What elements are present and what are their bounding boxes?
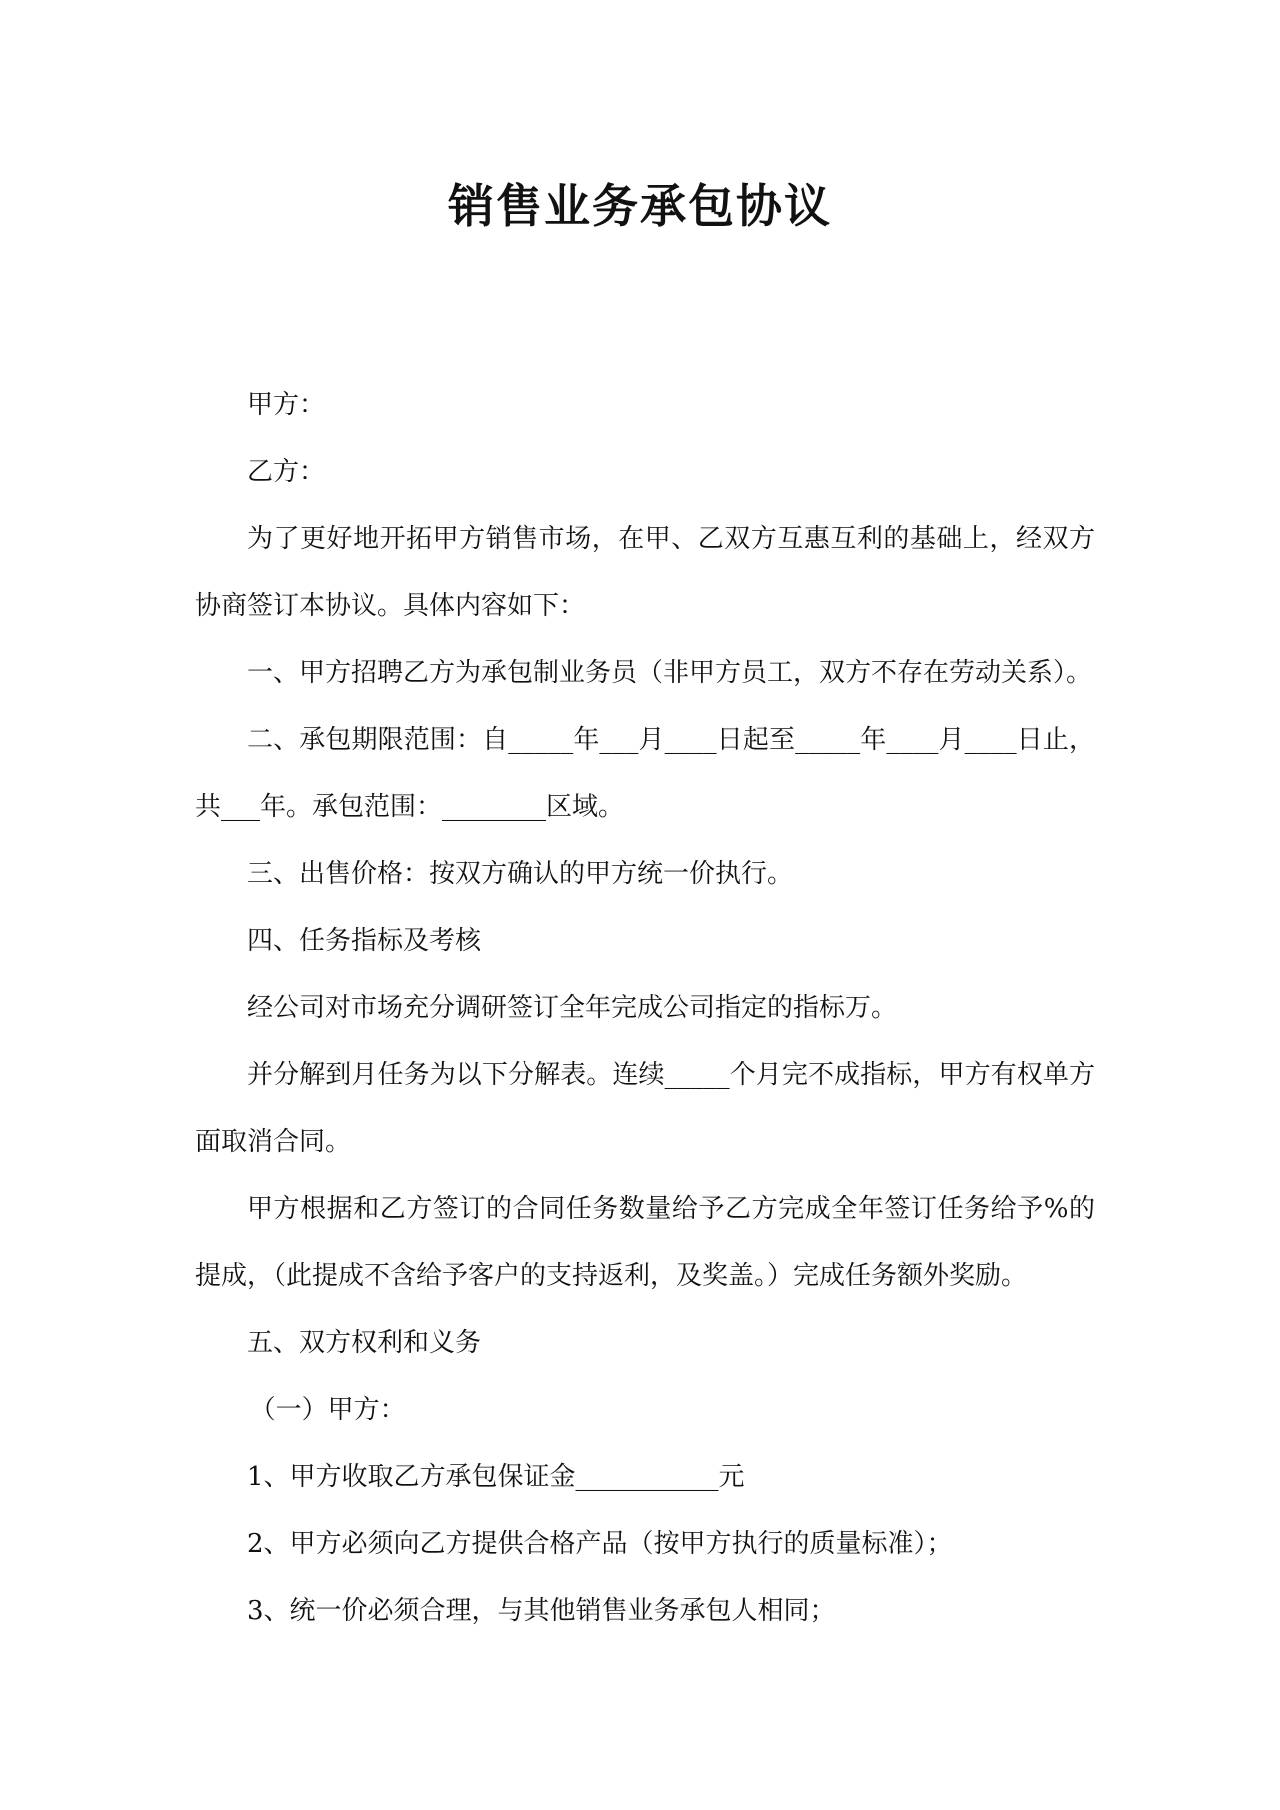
- clause-5-item-2: 2、甲方必须向乙方提供合格产品（按甲方执行的质量标准）；: [247, 1529, 953, 1559]
- party-a-line: 甲方：: [247, 390, 326, 420]
- clause-2: 二、承包期限范围：自_____年___月____日起至_____年____月____日止，共___年。承包范围：________区域。: [195, 725, 1095, 822]
- clause-5-party-a-heading: （一）甲方：: [249, 1395, 406, 1425]
- clause-4-monthly: 并分解到月任务为以下分解表。连续_____个月完不成指标，甲方有权单方面取消合同。: [195, 1060, 1095, 1157]
- clause-5-heading: 五、双方权利和义务: [247, 1328, 482, 1358]
- clause-5-item-3: 3、统一价必须合理，与其他销售业务承包人相同；: [247, 1596, 836, 1626]
- party-b-line: 乙方：: [247, 457, 326, 487]
- clause-5-item-1: 1、甲方收取乙方承包保证金___________元: [247, 1462, 745, 1492]
- clause-4-commission: 甲方根据和乙方签订的合同任务数量给予乙方完成全年签订任务给予%的提成，（此提成不含给予客户的支持返利，及奖盖。）完成任务额外奖励。: [195, 1194, 1095, 1291]
- clause-1: 一、甲方招聘乙方为承包制业务员（非甲方员工，双方不存在劳动关系）。: [247, 658, 1093, 688]
- clause-3: 三、出售价格：按双方确认的甲方统一价执行。: [247, 859, 794, 889]
- preamble-paragraph: 为了更好地开拓甲方销售市场，在甲、乙双方互惠互利的基础上，经双方协商签订本协议。具体内容如下：: [195, 524, 1095, 621]
- document-body: [195, 372, 1095, 1645]
- clause-4-heading: 四、任务指标及考核: [247, 926, 482, 956]
- document-title: 销售业务承包协议: [448, 179, 832, 233]
- clause-4-target: 经公司对市场充分调研签订全年完成公司指定的指标万。: [247, 993, 898, 1023]
